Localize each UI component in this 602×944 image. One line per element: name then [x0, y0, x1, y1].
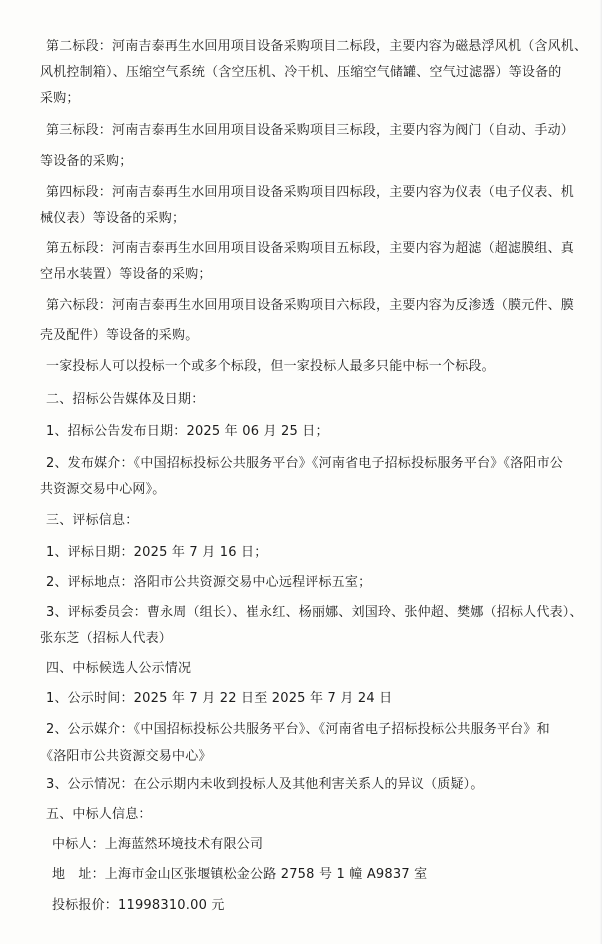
- text-line: 第四标段：河南吉泰再生水回用项目设备采购项目四标段，主要内容为仪表（电子仪表、机: [46, 185, 575, 200]
- winner-name: 中标人：上海蓝然环境技术有限公司: [52, 837, 264, 852]
- text-line: 2、评标地点：洛阳市公共资源交易中心远程评标五室；: [46, 575, 372, 590]
- section-heading: 三、评标信息：: [46, 513, 139, 528]
- text-line: 第六标段：河南吉泰再生水回用项目设备采购项目六标段，主要内容为反渗透（膜元件、膜: [46, 298, 575, 313]
- text-line: 壳及配件）等设备的采购。: [40, 328, 199, 343]
- text-line: 第三标段：河南吉泰再生水回用项目设备采购项目三标段，主要内容为阀门（自动、手动）: [46, 123, 575, 138]
- section-heading: 五、中标人信息：: [46, 807, 152, 822]
- text-line: 风机控制箱）、压缩空气系统（含空压机、冷干机、压缩空气储罐、空气过滤器）等设备的: [40, 65, 562, 80]
- text-line: 2、发布媒介：《中国招标投标公共服务平台》《河南省电子招标投标服务平台》《洛阳市公: [46, 456, 563, 471]
- text-line: 3、公示情况：在公示期内未收到投标人及其他利害关系人的异议（质疑）。: [46, 777, 484, 792]
- text-line: 械仪表）等设备的采购；: [40, 211, 186, 226]
- bid-price: 投标报价：11998310.00 元: [52, 898, 225, 913]
- text-line: 第二标段：河南吉泰再生水回用项目设备采购项目二标段，主要内容为磁悬浮风机（含风机、: [46, 39, 588, 54]
- text-line: 采购；: [40, 91, 80, 106]
- text-line: 空吊水装置）等设备的采购；: [40, 267, 212, 282]
- text-line: 第五标段：河南吉泰再生水回用项目设备采购项目五标段，主要内容为超滤（超滤膜组、真: [46, 241, 575, 256]
- text-line: 等设备的采购；: [40, 154, 133, 169]
- text-line: 《洛阳市公共资源交易中心》: [40, 749, 212, 764]
- text-line: 2、公示媒介：《中国招标投标公共服务平台》、《河南省电子招标投标公共服务平台》和: [46, 722, 550, 737]
- text-line: 1、公示时间：2025 年 7 月 22 日至 2025 年 7 月 24 日: [46, 691, 393, 706]
- section-heading: 二、招标公告媒体及日期：: [46, 392, 205, 407]
- text-line: 一家投标人可以投标一个或多个标段，但一家投标人最多只能中标一个标段。: [46, 359, 495, 374]
- winner-address: 地 址：上海市金山区张堰镇松金公路 2758 号 1 幢 A9837 室: [52, 867, 428, 882]
- text-line: 张东芝（招标人代表）: [40, 631, 173, 646]
- text-line: 共资源交易中心网》。: [40, 482, 166, 497]
- text-line: 1、评标日期：2025 年 7 月 16 日；: [46, 545, 268, 560]
- text-line: 3、评标委员会：曹永周（组长）、崔永红、杨丽娜、刘国玲、张仲超、樊娜（招标人代表）、: [46, 605, 583, 620]
- text-line: 1、招标公告发布日期：2025 年 06 月 25 日；: [46, 424, 329, 439]
- section-heading: 四、中标候选人公示情况: [46, 661, 192, 676]
